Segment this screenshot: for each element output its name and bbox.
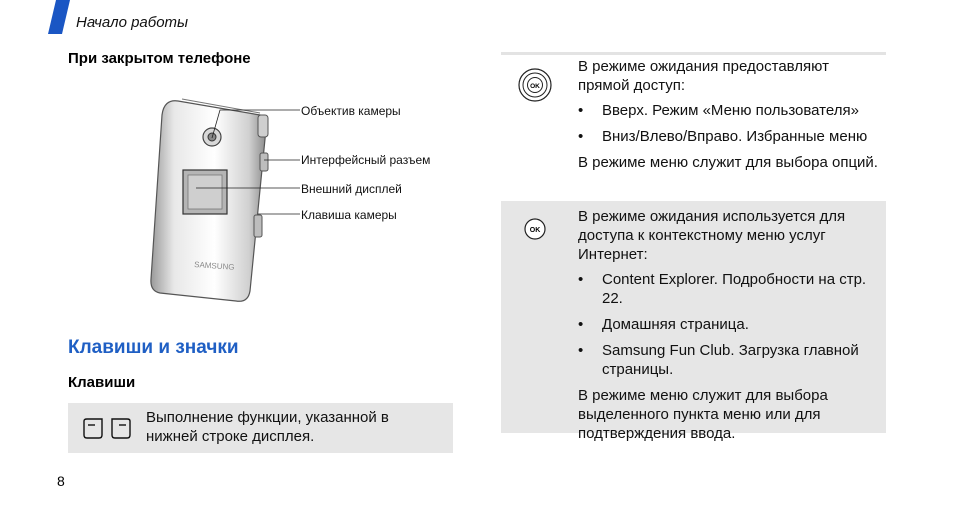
header-accent-bar — [48, 0, 70, 34]
phone-brand-label: SAMSUNG — [193, 260, 235, 272]
list-item: • Вниз/Влево/Вправо. Избранные меню — [578, 127, 878, 146]
nav-key-list — [578, 101, 878, 146]
list-item: • Вверх. Режим «Меню пользователя» — [578, 101, 878, 120]
nav-key-description — [578, 57, 878, 178]
navigation-key-icon — [517, 67, 553, 103]
list-item: • Content Explorer. Подробности на стр. 22. — [578, 270, 880, 308]
ok-key-outro: В режиме меню служит для выбора выделенного пункта меню или для подтверждения ввода. — [578, 387, 828, 442]
list-item: • Samsung Fun Club. Загрузка главной страницы. — [578, 341, 880, 379]
ok-key-icon — [523, 217, 547, 241]
callout-camera-key: Клавиша камеры — [301, 208, 397, 222]
callout-interface: Интерфейсный разъем — [301, 153, 431, 167]
ok-key-panel — [501, 201, 886, 442]
nav-key-intro: В режиме ожидания предоставляют прямой доступ: — [578, 58, 829, 94]
nav-key-outro: В режиме меню служит для выбора опций. — [578, 154, 878, 171]
softkeys-panel — [68, 403, 453, 453]
ok-key-list — [578, 270, 880, 379]
ok-key-description — [578, 207, 880, 449]
nav-key-panel — [501, 55, 886, 201]
softkey-icon — [82, 418, 132, 440]
callout-display: Внешний дисплей — [301, 182, 402, 196]
callout-lines — [150, 100, 310, 230]
section-title-closed-phone: При закрытом телефоне — [68, 50, 251, 67]
list-item: • Домашняя страница. — [578, 315, 880, 334]
nav-key-icon-label: OK — [530, 83, 540, 90]
section-title-keys-icons: Клавиши и значки — [68, 337, 239, 358]
softkeys-description: Выполнение функции, указанной в нижней строке дисплея. — [146, 409, 389, 445]
ok-key-intro: В режиме ожидания используется для доступа к контекстному меню услуг Интернет: — [578, 208, 846, 263]
subsection-title-keys: Клавиши — [68, 374, 136, 391]
ok-key-icon-label: OK — [529, 227, 541, 234]
callout-lens: Объектив камеры — [301, 104, 401, 118]
page-number: 8 — [57, 473, 65, 489]
header-title: Начало работы — [76, 14, 189, 31]
